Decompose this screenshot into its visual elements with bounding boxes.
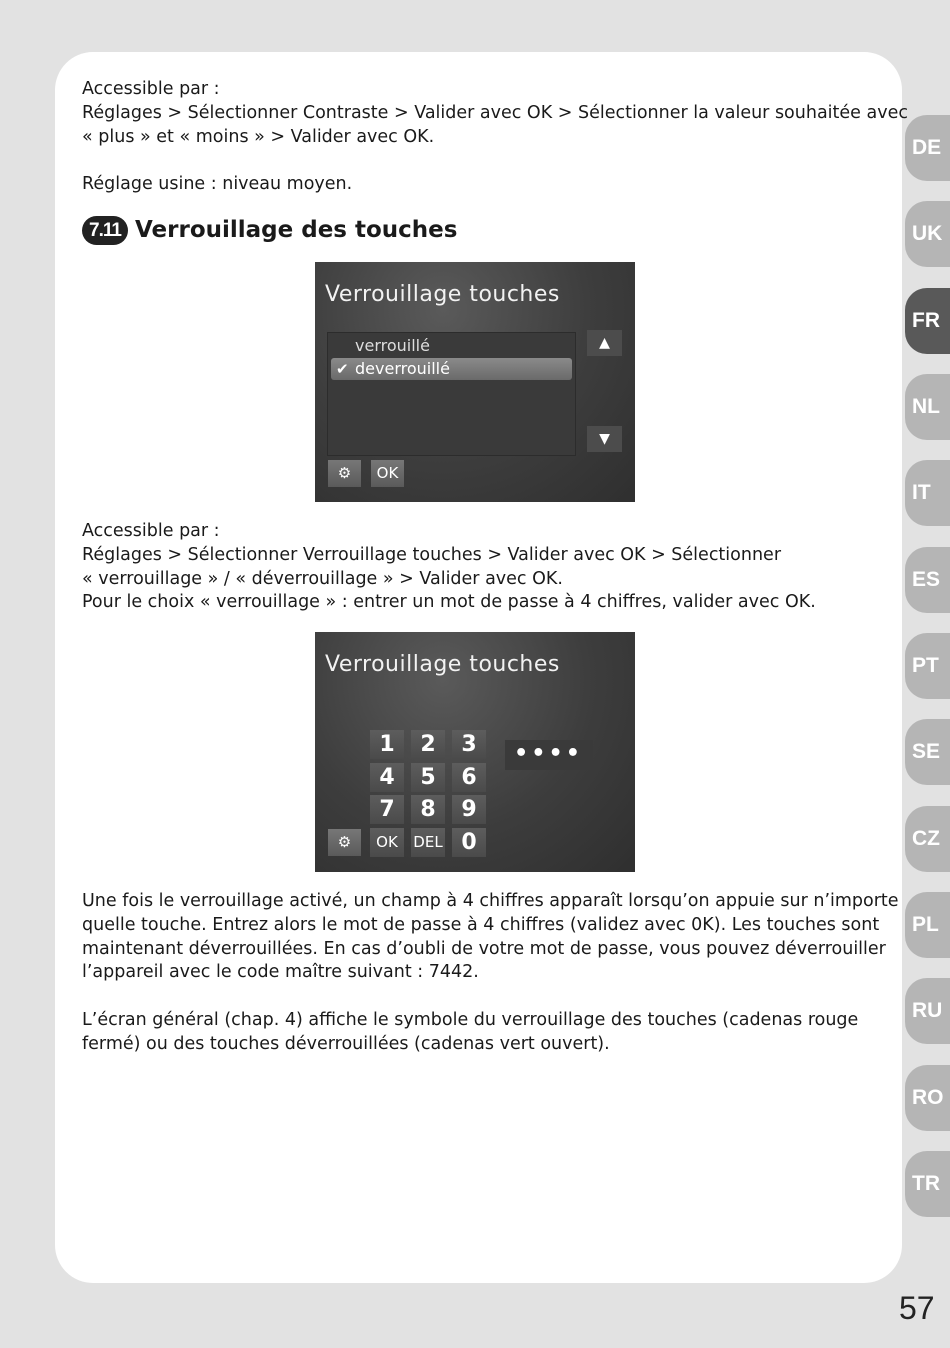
key-4[interactable]: 4 bbox=[370, 763, 404, 792]
lang-tab-nl[interactable]: NL bbox=[905, 374, 950, 440]
password-field[interactable]: •••• bbox=[505, 740, 593, 770]
ok-button[interactable]: OK bbox=[371, 460, 404, 487]
key-8[interactable]: 8 bbox=[411, 795, 445, 824]
key-3[interactable]: 3 bbox=[452, 730, 486, 759]
delete-button[interactable]: DEL bbox=[411, 828, 445, 857]
scroll-up-icon[interactable]: ▲ bbox=[587, 330, 622, 356]
option-unlocked[interactable] bbox=[331, 358, 572, 380]
key-7[interactable]: 7 bbox=[370, 795, 404, 824]
access-path-2-line3: Pour le choix « verrouillage » : entrer un mot de passe à 4 chiffres, valider avec OK. bbox=[82, 592, 816, 612]
lang-tab-uk[interactable]: UK bbox=[905, 201, 950, 267]
access-path-line2: « plus » et « moins » > Valider avec OK. bbox=[82, 127, 435, 147]
key-2[interactable]: 2 bbox=[411, 730, 445, 759]
access-path-line1: Réglages > Sélectionner Contraste > Valider avec OK > Sélectionner la valeur souhaitée avec bbox=[82, 103, 908, 123]
body-para1-line4: l’appareil avec le code maître suivant : 7442. bbox=[82, 962, 479, 982]
body-para1-line2: quelle touche. Entrez alors le mot de passe à 4 chiffres (validez avec 0K). Les touches sont bbox=[82, 915, 880, 935]
section-number-badge: 7.11 bbox=[82, 216, 128, 245]
lang-tab-pt[interactable]: PT bbox=[905, 633, 950, 699]
option-list bbox=[327, 332, 576, 456]
settings-icon[interactable]: ⚙ bbox=[328, 460, 361, 487]
lang-tab-se[interactable]: SE bbox=[905, 719, 950, 785]
lang-tab-cz[interactable]: CZ bbox=[905, 806, 950, 872]
body-para2-line1: L’écran général (chap. 4) affiche le symbole du verrouillage des touches (cadenas rouge bbox=[82, 1010, 859, 1030]
lang-tab-de[interactable]: DE bbox=[905, 115, 950, 181]
lang-tab-ru[interactable]: RU bbox=[905, 978, 950, 1044]
access-label-2: Accessible par : bbox=[82, 521, 220, 541]
lang-tab-tr[interactable]: TR bbox=[905, 1151, 950, 1217]
access-path-2-line2: « verrouillage » / « déverrouillage » > Valider avec OK. bbox=[82, 569, 563, 589]
screen-title: Verrouillage touches bbox=[325, 652, 560, 677]
password-screen bbox=[315, 632, 635, 872]
check-icon: ✔ bbox=[336, 360, 349, 378]
lang-tab-es[interactable]: ES bbox=[905, 547, 950, 613]
body-para1-line3: maintenant déverrouillées. En cas d’oubli de votre mot de passe, vous pouvez déverrouiller bbox=[82, 939, 886, 959]
settings-icon[interactable]: ⚙ bbox=[328, 829, 361, 856]
ok-button[interactable]: OK bbox=[370, 828, 404, 857]
screen-title: Verrouillage touches bbox=[325, 282, 560, 307]
option-label: deverrouillé bbox=[355, 359, 450, 378]
section-title: Verrouillage des touches bbox=[135, 217, 458, 243]
lock-menu-screen bbox=[315, 262, 635, 502]
lang-tab-pl[interactable]: PL bbox=[905, 892, 950, 958]
lang-tab-it[interactable]: IT bbox=[905, 460, 950, 526]
key-0[interactable]: 0 bbox=[452, 828, 486, 857]
option-label: verrouillé bbox=[355, 336, 430, 355]
lang-tab-fr[interactable]: FR bbox=[905, 288, 950, 354]
page-number: 57 bbox=[899, 1290, 935, 1326]
body-para1-line1: Une fois le verrouillage activé, un champ à 4 chiffres apparaît lorsqu’on appuie sur n’importe bbox=[82, 891, 899, 911]
scroll-down-icon[interactable]: ▼ bbox=[587, 426, 622, 452]
key-9[interactable]: 9 bbox=[452, 795, 486, 824]
key-6[interactable]: 6 bbox=[452, 763, 486, 792]
section-heading bbox=[82, 214, 457, 246]
access-path-2-line1: Réglages > Sélectionner Verrouillage touches > Valider avec OK > Sélectionner bbox=[82, 545, 782, 565]
factory-setting: Réglage usine : niveau moyen. bbox=[82, 174, 353, 194]
key-5[interactable]: 5 bbox=[411, 763, 445, 792]
option-locked[interactable] bbox=[331, 335, 572, 357]
access-label: Accessible par : bbox=[82, 79, 220, 99]
body-para2-line2: fermé) ou des touches déverrouillées (cadenas vert ouvert). bbox=[82, 1034, 610, 1054]
lang-tab-ro[interactable]: RO bbox=[905, 1065, 950, 1131]
key-1[interactable]: 1 bbox=[370, 730, 404, 759]
